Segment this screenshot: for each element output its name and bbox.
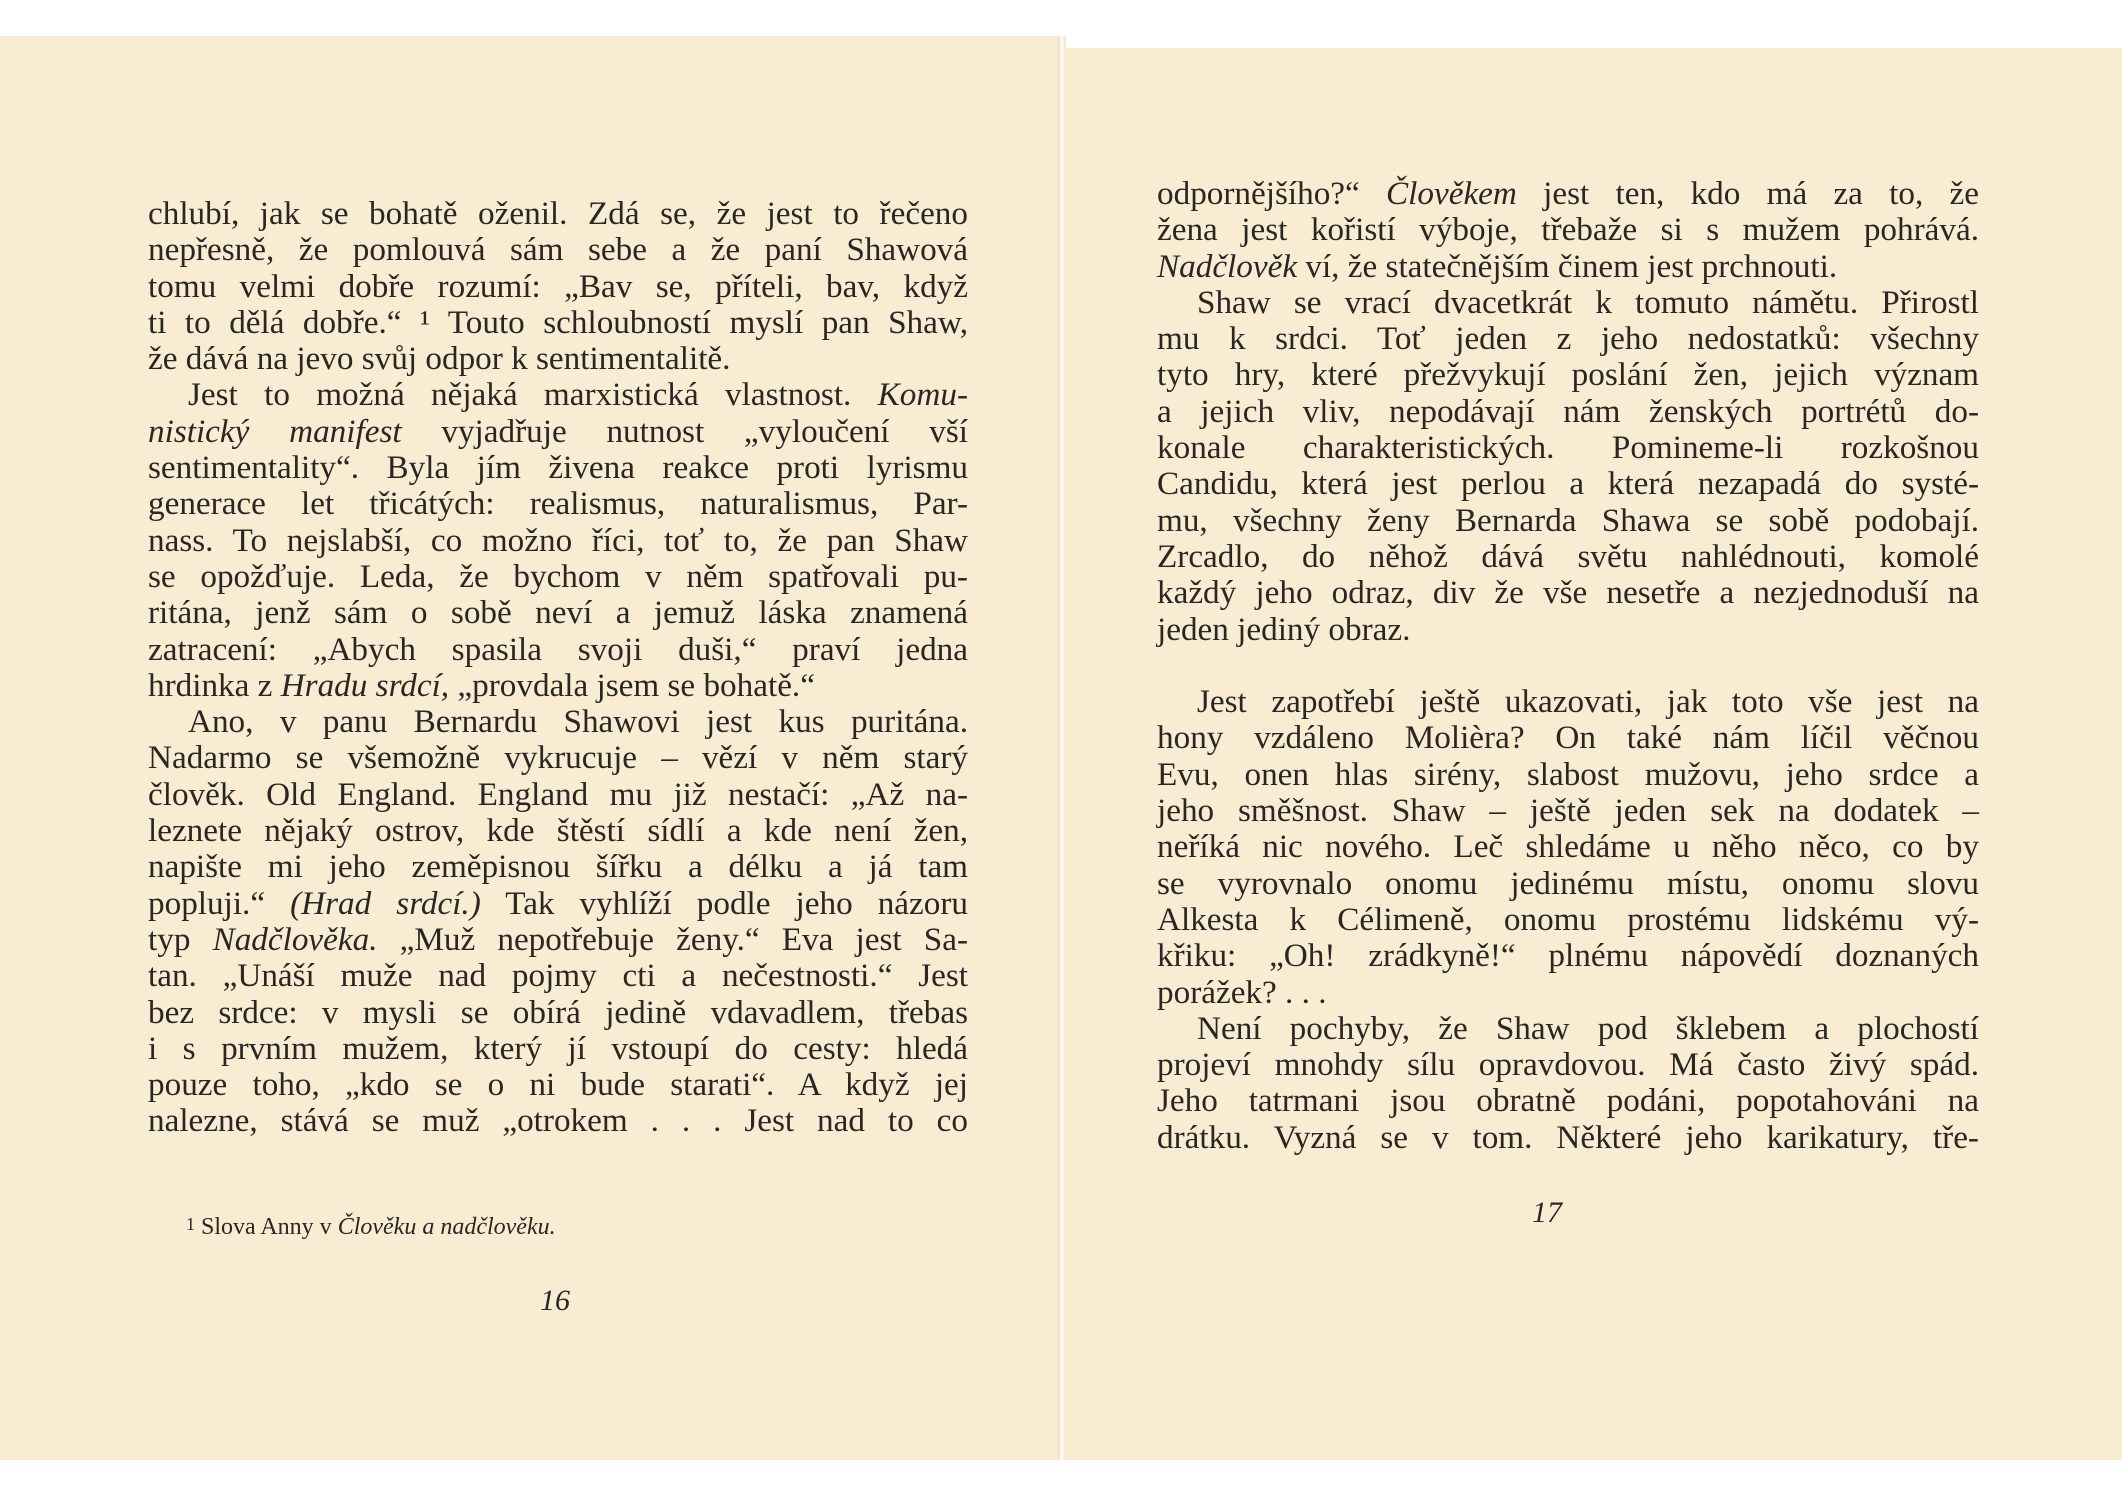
text-line: ti to dělá dobře.“ ¹ Touto schloubností myslí pan Shaw,	[148, 303, 968, 341]
text-line: i s prvním mužem, který jí vstoupí do cesty: hledá	[148, 1029, 968, 1067]
text-line: každý jeho odraz, div že vše nesetře a nezjednoduší na	[1157, 574, 1979, 612]
text-line: leznete nějaký ostrov, kde štěstí sídlí a kde není žen,	[148, 812, 968, 850]
left-page-body	[148, 196, 968, 1140]
text-line: chlubí, jak se bohatě oženil. Zdá se, že jest to řečeno	[148, 195, 968, 232]
paragraph-gap	[1157, 648, 1979, 684]
italic-title: Hradu srdcí,	[280, 666, 450, 704]
text-line: a jejich vliv, nepodávají nám ženských portrétů do-	[1157, 392, 1979, 430]
text-line: jeden jediný obraz.	[1157, 610, 1411, 648]
text-line: Jeho tatrmani jsou obratně podáni, popotahováni na	[1157, 1082, 1979, 1120]
text-line: že dává na jevo svůj odpor k sentimentalitě.	[148, 340, 731, 378]
text-line: projeví mnohdy sílu opravdovou. Má často živý spád.	[1157, 1046, 1979, 1084]
text-line: mu k srdci. Toť jeden z jeho nedostatků: všechny	[1157, 320, 1979, 358]
text-line: napište mi jeho zeměpisnou šířku a délku a já tam	[148, 848, 968, 886]
text-line: člověk. Old England. England mu již nestačí: „Až na-	[148, 775, 968, 813]
footnote-title: Člověku a nadčlověku.	[337, 1214, 556, 1240]
italic-title: Nadčlověka.	[212, 920, 378, 958]
footnote-mark: 1	[186, 1214, 195, 1234]
left-page	[0, 36, 1060, 1460]
text-line: typ Nadčlověka. „Muž nepotřebuje ženy.“ Eva jest Sa-	[148, 920, 969, 958]
text-line: Nadčlověk ví, že statečnějším činem jest prchnouti.	[1157, 247, 1838, 285]
text-line: nepřesně, že pomlouvá sám sebe a že paní Shawová	[148, 231, 968, 269]
text-line: se opožďuje. Leda, že bychom v něm spatřovali pu-	[148, 557, 968, 595]
footnote-text: Slova Anny v	[201, 1214, 332, 1240]
text-line: Zrcadlo, do něhož dává světu nahlédnouti, komolé	[1157, 537, 1979, 575]
footnote	[186, 1214, 556, 1241]
text-line: odpornějšího?“ Člověkem jest ten, kdo má za to, že	[1157, 175, 1979, 212]
text-line: pouze toho, „kdo se o ni bude starati“. A když jej	[148, 1066, 968, 1104]
text-line: sentimentality“. Byla jím živena reakce proti lyrismu	[148, 449, 968, 487]
text-line: Alkesta k Célimeně, onomu prostému lidskému vý-	[1157, 900, 1979, 938]
text-line: nistický manifest vyjadřuje nutnost „vyloučení vší	[148, 412, 969, 450]
right-page	[1064, 48, 2122, 1460]
text-line: Shaw se vrací dvacetkrát k tomuto námětu. Přirostl	[1197, 283, 1979, 321]
text-line: jeho směšnost. Shaw – ještě jeden sek na dodatek –	[1157, 792, 1979, 830]
text-line: tyto hry, které přežvykují poslání žen, jejich význam	[1157, 356, 1979, 394]
italic-title: (Hrad srdcí.)	[290, 884, 481, 922]
text-line: porážek? . . .	[1157, 973, 1327, 1011]
italic-title: Komu-	[877, 376, 968, 414]
text-line: Candidu, která jest perlou a která nezapadá do systé-	[1157, 465, 1979, 503]
text-line: Nadarmo se všemožně vykrucuje – vězí v něm starý	[148, 739, 968, 777]
italic-title: Nadčlověk	[1157, 247, 1298, 285]
text-line: tan. „Unáší muže nad pojmy cti a nečestnosti.“ Jest	[148, 957, 968, 995]
text-line: generace let třicátých: realismus, naturalismus, Par-	[148, 485, 968, 523]
text-line: Evu, onen hlas sirény, slabost mužovu, jeho srdce a	[1157, 755, 1979, 793]
text-line: nalezne, stává se muž „otrokem . . . Jest nad to co	[148, 1102, 968, 1140]
text-line: neříká nic nového. Leč shledáme u něho něco, co by	[1157, 828, 1979, 866]
text-line: mu, všechny ženy Bernarda Shawa se sobě podobají.	[1157, 501, 1979, 539]
italic-title: nistický manifest	[148, 412, 402, 450]
text-line: Není pochyby, že Shaw pod šklebem a plochostí	[1197, 1009, 1979, 1047]
text-line: konale charakteristických. Pomineme-li rozkošnou	[1157, 429, 1979, 467]
text-line: nass. To nejslabší, co možno říci, toť to, že pan Shaw	[148, 521, 968, 559]
text-line: zatracení: „Abych spasila svoji duši,“ praví jedna	[148, 630, 968, 668]
italic-title: Člověkem	[1386, 175, 1517, 212]
text-line: tomu velmi dobře rozumí: „Bav se, příteli, bav, když	[148, 267, 968, 305]
text-line: bez srdce: v mysli se obírá jedině vdavadlem, třebas	[148, 993, 968, 1031]
right-page-body	[1157, 176, 1979, 1156]
text-line: hony vzdáleno Molièra? On také nám líčil věčnou	[1157, 719, 1979, 757]
text-line: hrdinka z Hradu srdcí, „provdala jsem se bohatě.“	[148, 666, 815, 704]
text-line: se vyrovnalo onomu jedinému místu, onomu slovu	[1157, 864, 1979, 902]
text-line: drátku. Vyzná se v tom. Některé jeho karikatury, tře-	[1157, 1118, 1979, 1156]
text-line: popluji.“ (Hrad srdcí.) Tak vyhlíží podle jeho názoru	[148, 884, 969, 922]
text-line: Jest zapotřebí ještě ukazovati, jak toto vše jest na	[1197, 683, 1979, 721]
text-line: křiku: „Oh! zrádkyně!“ plnému nápovědí doznaných	[1157, 937, 1979, 975]
text-line: žena jest kořistí výboje, třebaže si s mužem pohrává.	[1157, 211, 1979, 249]
text-line: Ano, v panu Bernardu Shawovi jest kus puritána.	[188, 703, 968, 741]
page-number: 16	[540, 1284, 570, 1317]
page-number: 17	[1532, 1196, 1562, 1229]
text-line: ritána, jenž sám o sobě neví a jemuž láska znamená	[148, 594, 968, 632]
text-line: Jest to možná nějaká marxistická vlastnost. Komu-	[188, 376, 968, 414]
